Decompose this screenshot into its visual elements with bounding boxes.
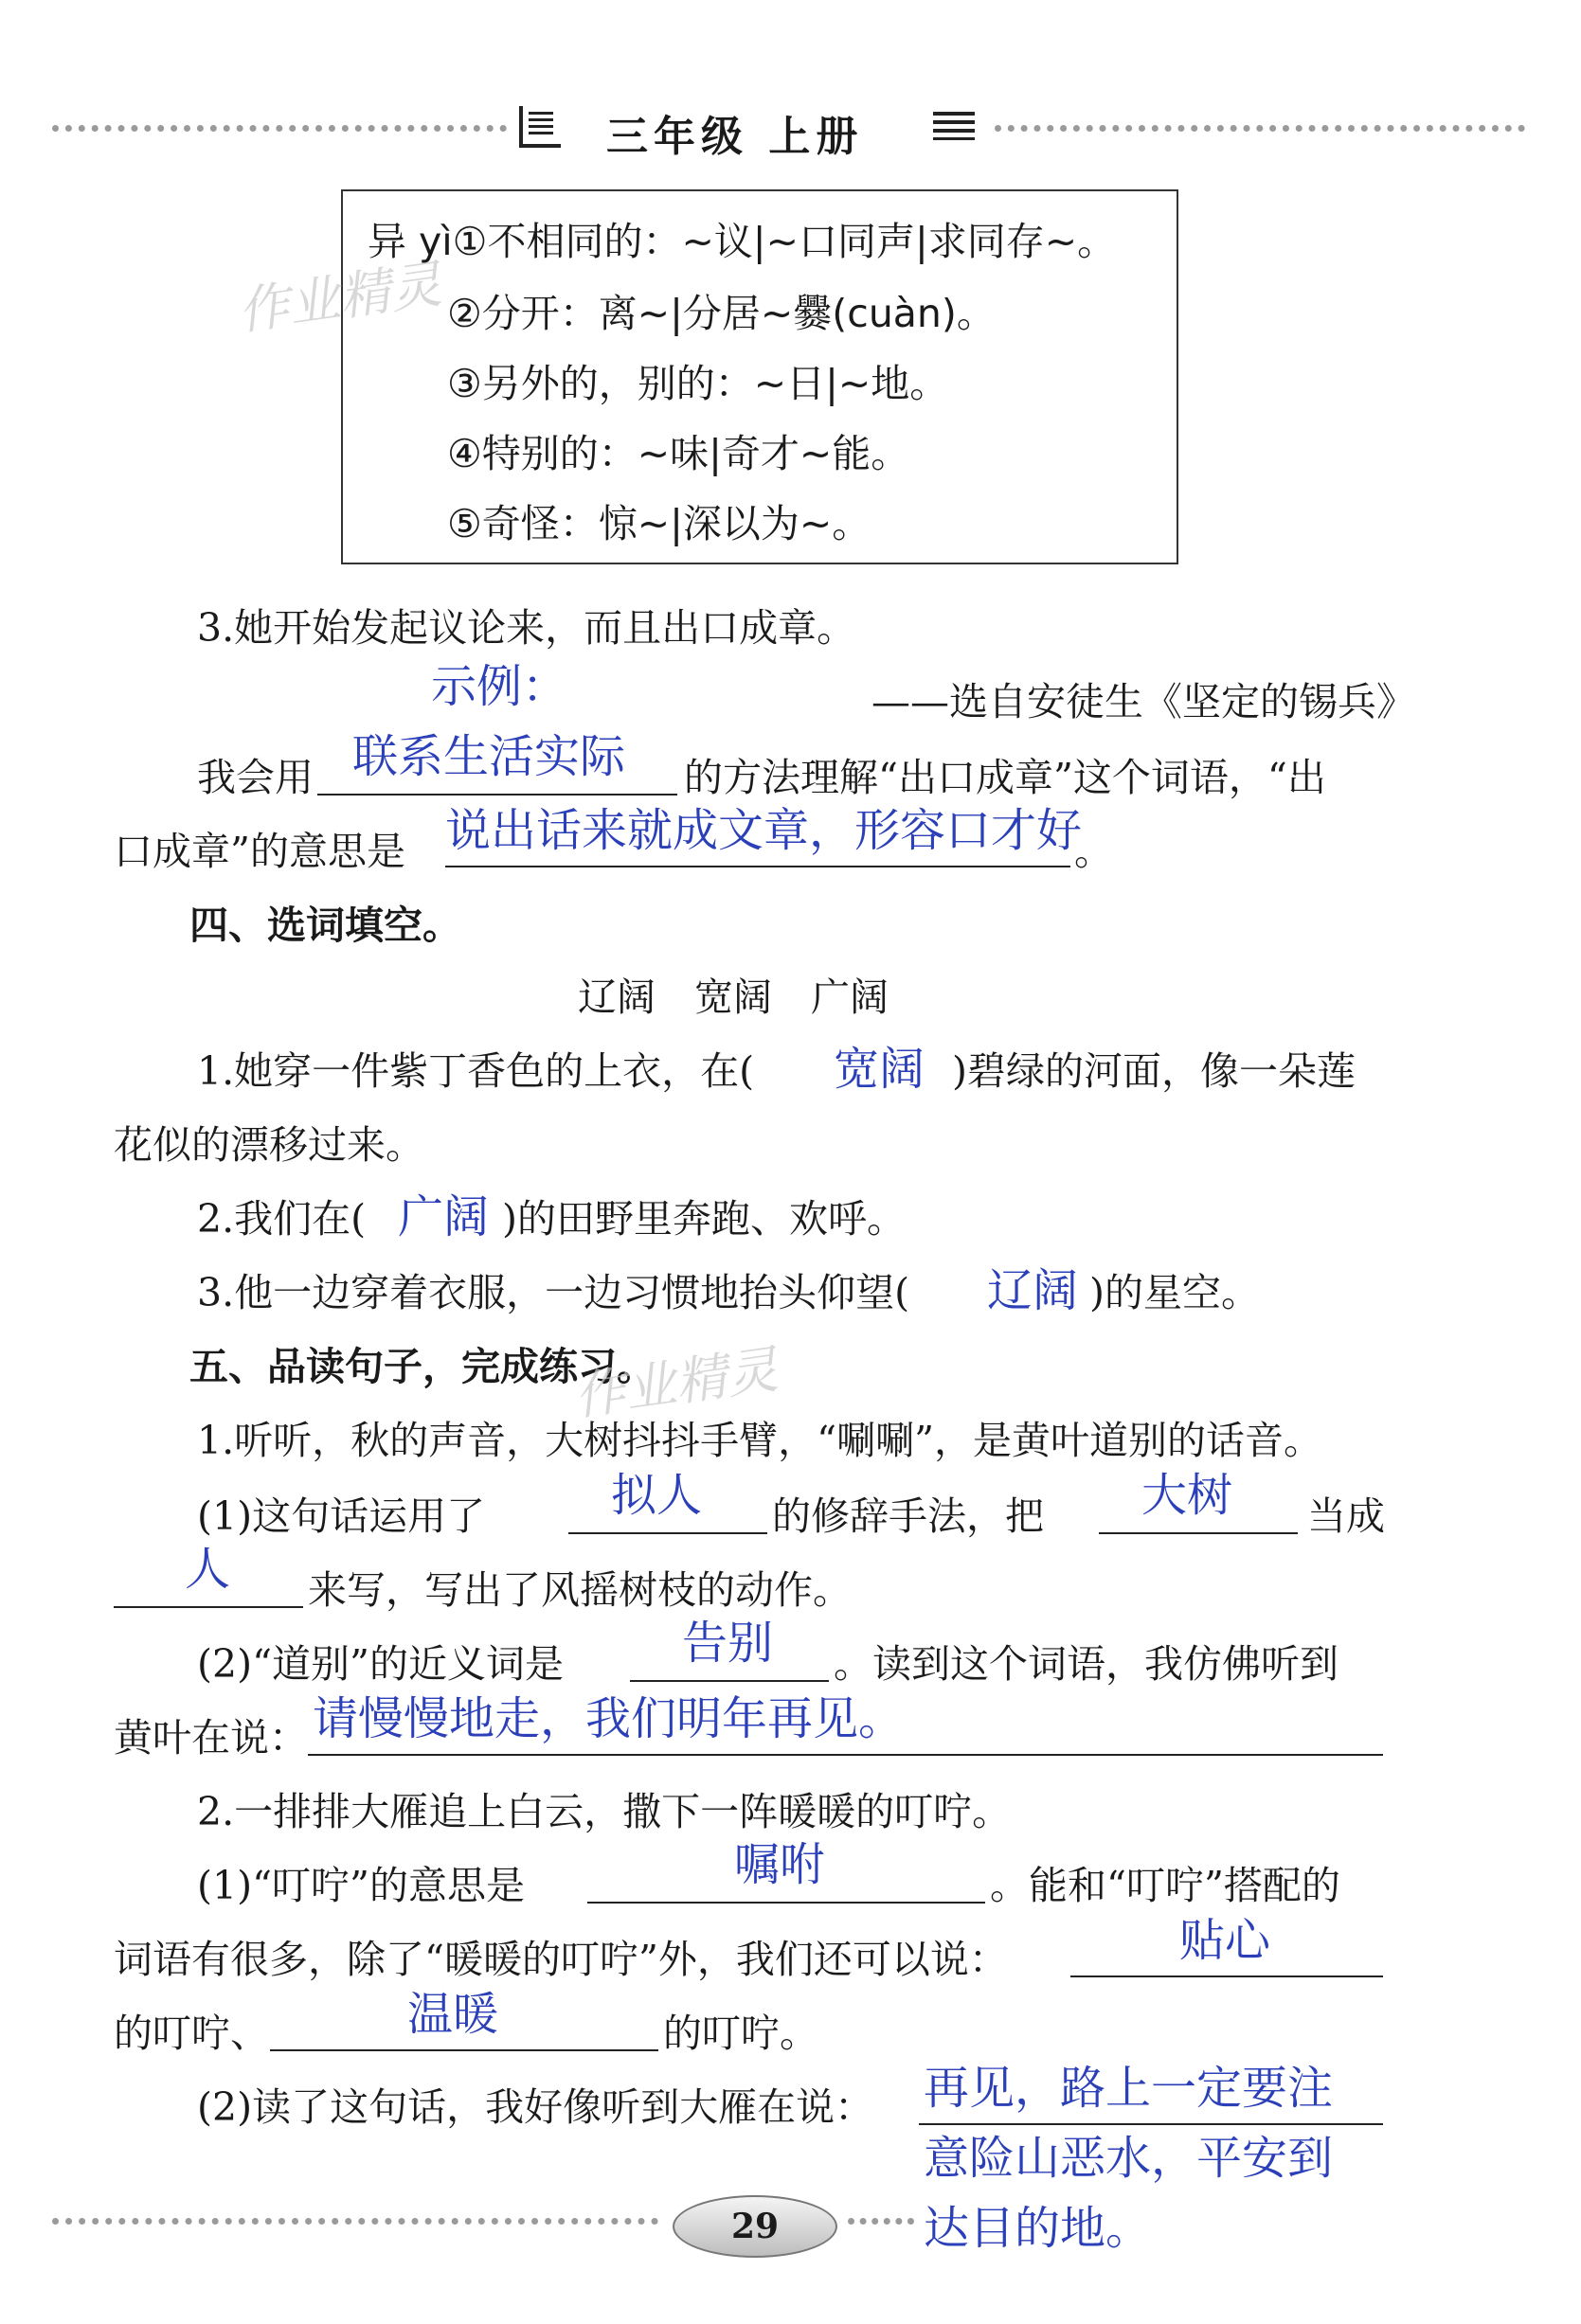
dictionary-line: ②分开：离~|分居~爨(cuàn)。 xyxy=(447,291,996,336)
s5-2a-line2-pre: 词语有很多，除了“暖暖的叮咛”外，我们还可以说： xyxy=(114,1937,1008,1982)
s4-q1-post: )碧绿的河面，像一朵莲 xyxy=(952,1048,1356,1094)
s5-1a-post: 当成 xyxy=(1307,1493,1385,1539)
watermark: 作业精灵 xyxy=(570,1339,782,1427)
footer-dots-left xyxy=(52,2218,658,2225)
q3-line2-post: 。 xyxy=(1074,829,1113,874)
s5-1a-answer-rhetoric: 拟人 xyxy=(611,1469,703,1522)
answer-blank xyxy=(114,1606,303,1608)
s5-sentence2: 2.一排排大雁追上白云，撒下一阵暖暖的叮咛。 xyxy=(197,1789,1012,1834)
answer-blank xyxy=(568,1532,767,1534)
answer-blank xyxy=(445,866,1070,867)
watermark: 作业精灵 xyxy=(234,254,445,342)
s5-2a-post: 。能和“叮咛”搭配的 xyxy=(990,1863,1340,1908)
s5-2a-answer-word1: 贴心 xyxy=(1179,1914,1271,1967)
footer-dots-right xyxy=(848,2218,914,2225)
s4-q2-pre: 2.我们在( xyxy=(197,1196,367,1242)
answer-blank xyxy=(1099,1532,1298,1534)
s5-2a-pre: (1)“叮咛”的意思是 xyxy=(197,1863,525,1908)
s5-2b-answer-line3: 达目的地。 xyxy=(924,2202,1152,2255)
s4-q1-line2: 花似的漂移过来。 xyxy=(114,1122,424,1168)
s4-q3-answer: 辽阔 xyxy=(987,1264,1079,1317)
q3-example-label: 示例： xyxy=(431,660,568,713)
dictionary-line: ⑤奇怪：惊~|深以为~。 xyxy=(447,501,871,546)
s4-q1-answer: 宽阔 xyxy=(834,1043,925,1096)
dictionary-line: ③另外的，别的：~日|~地。 xyxy=(447,361,949,406)
s5-2a-answer-meaning: 嘱咐 xyxy=(734,1838,826,1891)
s5-2a-line3-post: 的叮咛。 xyxy=(663,2011,818,2056)
header-dots-left xyxy=(52,125,507,132)
lines-icon xyxy=(933,112,975,140)
s5-1a-line2: 来写，写出了风摇树枝的动作。 xyxy=(308,1567,852,1613)
dictionary-line: 异 yì①不相同的：~议|~口同声|求同存~。 xyxy=(368,219,1117,264)
s5-2b-answer-line1: 再见，路上一定要注 xyxy=(924,2062,1334,2115)
s4-q3-pre: 3.他一边穿着衣服，一边习惯地抬头仰望( xyxy=(197,1270,910,1315)
header-dots-right xyxy=(995,125,1525,132)
s5-1b-post: 。读到这个词语，我仿佛听到 xyxy=(834,1641,1338,1687)
s4-q3-post: )的星空。 xyxy=(1089,1270,1260,1315)
s5-1b-answer-synonym: 告别 xyxy=(682,1617,774,1670)
section4-word-bank: 辽阔 宽阔 广阔 xyxy=(578,974,889,1020)
s5-2a-answer-word2: 温暖 xyxy=(407,1988,499,2041)
q3-line2-pre: 口成章”的意思是 xyxy=(114,829,405,874)
s5-1a-answer-person: 人 xyxy=(185,1543,231,1596)
section4-title: 四、选词填空。 xyxy=(189,903,461,948)
header-title: 三年级 上册 xyxy=(606,113,864,161)
q3-sentence: 3.她开始发起议论来，而且出口成章。 xyxy=(197,605,856,651)
section5-title: 五、品读句子，完成练习。 xyxy=(189,1344,656,1389)
s5-1a-pre: (1)这句话运用了 xyxy=(197,1493,486,1539)
book-icon xyxy=(519,106,561,148)
s5-1b-line2-pre: 黄叶在说： xyxy=(114,1715,308,1761)
q3-source: ——选自安徒生《坚定的锡兵》 xyxy=(871,679,1415,724)
s4-q2-answer: 广阔 xyxy=(398,1190,490,1243)
answer-blank xyxy=(270,2049,658,2051)
s5-1b-pre: (2)“道别”的近义词是 xyxy=(197,1641,564,1687)
s5-1a-mid: 的修辞手法，把 xyxy=(772,1493,1044,1539)
dictionary-line: ④特别的：~味|奇才~能。 xyxy=(447,431,910,476)
q3-answer-method: 联系生活实际 xyxy=(352,730,626,783)
s5-2a-line3-pre: 的叮咛、 xyxy=(114,2011,269,2056)
answer-blank xyxy=(308,1754,1383,1756)
answer-blank xyxy=(1070,1975,1383,1977)
q3-line1-post: 的方法理解“出口成章”这个词语，“出 xyxy=(684,755,1326,800)
q3-line1-pre: 我会用 xyxy=(197,755,314,800)
s5-2b-pre: (2)读了这句话，我好像听到大雁在说： xyxy=(197,2084,874,2130)
s5-1b-answer-speech: 请慢慢地走，我们明年再见。 xyxy=(313,1692,905,1745)
s5-1a-answer-object: 大树 xyxy=(1141,1469,1233,1522)
s4-q1-pre: 1.她穿一件紫丁香色的上衣，在( xyxy=(197,1048,755,1094)
q3-answer-meaning: 说出话来就成文章，形容口才好 xyxy=(445,804,1083,857)
answer-blank xyxy=(587,1902,985,1904)
s5-2b-answer-line2: 意险山恶水，平安到 xyxy=(924,2132,1334,2185)
s5-sentence1: 1.听听，秋的声音，大树抖抖手臂，“唰唰”，是黄叶道别的话音。 xyxy=(197,1418,1323,1463)
page-number: 29 xyxy=(673,2195,837,2258)
s4-q2-post: )的田野里奔跑、欢呼。 xyxy=(502,1196,906,1242)
